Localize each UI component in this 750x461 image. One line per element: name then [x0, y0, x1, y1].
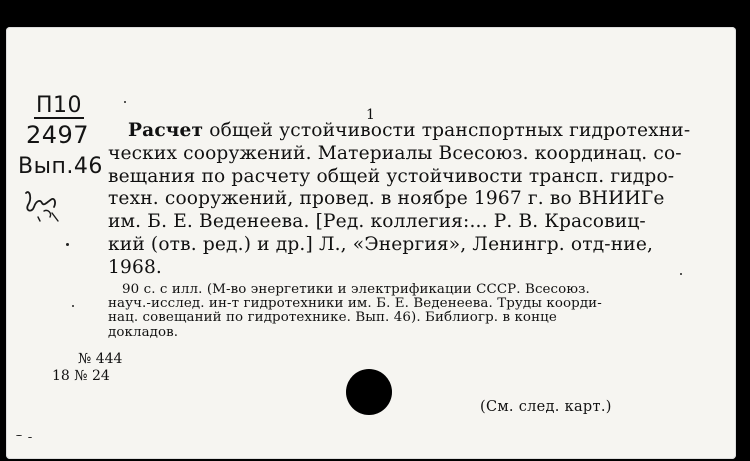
- handwritten-scribble-mark: [22, 187, 62, 225]
- shelfmark-line-1: П10: [36, 93, 83, 118]
- notes-line-3: нац. совещаний по гидротехнике. Вып. 46). Библиогр. в конце: [108, 310, 557, 326]
- entry-line-5: им. Б. Е. Веденеева. [Ред. коллегия:... Р. В. Красовиц-: [108, 211, 646, 233]
- entry-line-1-text: общей устойчивости транспортных гидротехни-: [203, 120, 691, 141]
- entry-line-4: техн. сооружений, провед. в ноябре 1967 г. во ВНИИГе: [108, 188, 665, 210]
- notes-line-4: докладов.: [108, 324, 179, 340]
- ink-speck: [28, 437, 32, 438]
- entry-title: Расчет: [128, 120, 204, 141]
- ink-speck: [124, 101, 126, 103]
- notes-line-1: 90 с. с илл. (М-во энергетики и электрификации СССР. Всесоюз.: [122, 282, 590, 297]
- entry-line-1: [108, 120, 698, 143]
- catalog-card: [6, 27, 736, 459]
- card-punch-hole: [346, 369, 392, 415]
- ink-speck: [16, 435, 22, 436]
- entry-line-2: ческих сооружений. Материалы Всесоюз. координац. со-: [108, 142, 682, 164]
- page-number-mark: 1: [366, 107, 375, 123]
- shelfmark-volume: Вып.46: [18, 154, 103, 179]
- continuation-note: (См. след. карт.): [480, 399, 612, 415]
- ink-speck: [72, 305, 74, 307]
- record-number: № 444: [78, 351, 123, 367]
- entry-line-7: 1968.: [108, 256, 162, 278]
- shelfmark-line-2: 2497: [26, 121, 90, 149]
- inventory-number: 18 № 24: [52, 368, 110, 384]
- bibliographic-entry: [108, 120, 698, 280]
- physical-description: [108, 283, 698, 340]
- ink-speck: [66, 243, 69, 246]
- notes-line-2: науч.-исслед. ин-т гидротехники им. Б. Е. Веденеева. Труды коорди-: [108, 296, 602, 312]
- entry-line-6: кий (отв. ред.) и др.] Л., «Энергия», Ленингр. отд-ние,: [108, 233, 654, 255]
- entry-line-3: вещания по расчету общей устойчивости трансп. гидро-: [108, 165, 675, 187]
- ink-speck: [680, 273, 682, 275]
